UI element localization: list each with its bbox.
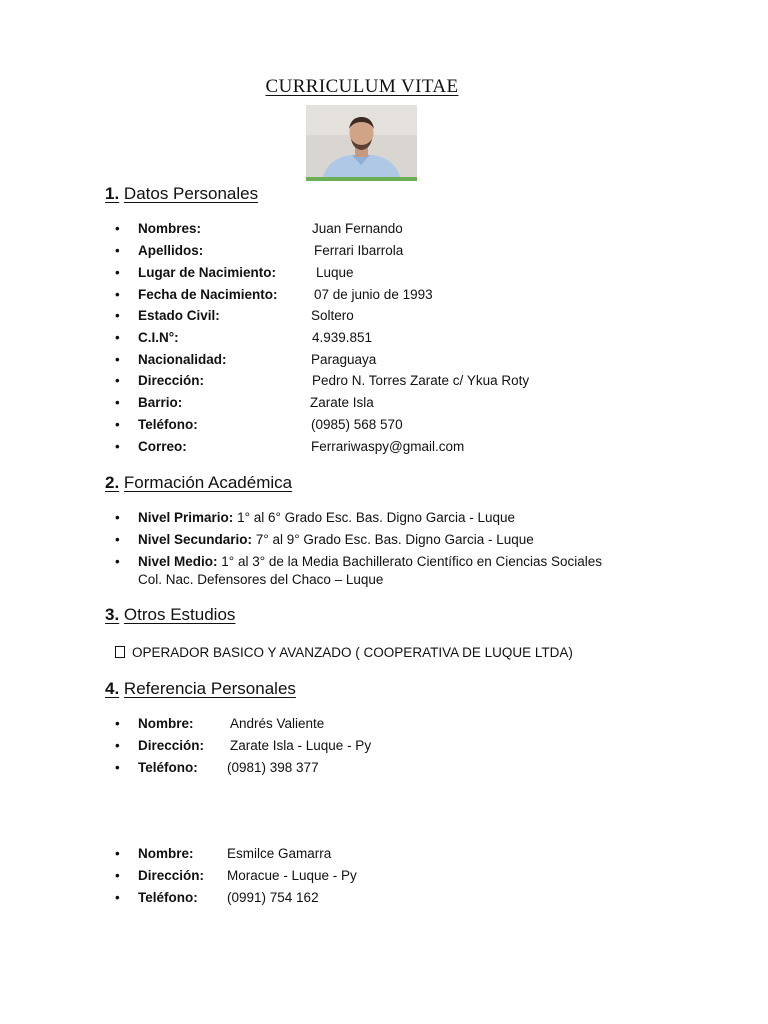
field-value: Paraguaya [311,352,377,367]
field-value: 4.939.851 [312,330,373,345]
list-item [0,350,700,370]
field-label: Apellidos: [138,243,204,258]
checkbox-icon [115,646,125,658]
section-title: Referencia Personales [123,679,296,698]
bullet-icon: • [115,716,120,731]
list-item [0,415,700,435]
bullet-icon: • [115,439,120,454]
bullet-icon: • [115,760,120,775]
other-studies-text: OPERADOR BASICO Y AVANZADO ( COOPERATIVA DE LUQUE LTDA) [132,645,573,660]
field-label: Dirección: [138,868,205,883]
section-title: Datos Personales [123,184,259,203]
field-label: Nombre: [138,846,194,861]
other-studies-item [115,644,573,662]
section-heading-other-studies [105,605,235,625]
list-item [0,219,700,239]
bullet-icon: • [115,243,120,258]
section-number: 3. [105,605,120,624]
bullet-icon: • [115,352,120,367]
profile-photo [306,105,417,181]
education-text: 1° al 6° Grado Esc. Bas. Digno Garcia - Luque [237,510,515,525]
list-item [0,371,700,391]
bullet-icon: • [115,395,120,410]
field-label: Dirección: [138,373,205,388]
field-label: Teléfono: [138,760,198,775]
field-value: Zarate Isla - Luque - Py [230,738,372,753]
bullet-icon: • [115,417,120,432]
field-value: Pedro N. Torres Zarate c/ Ykua Roty [312,373,530,388]
bullet-icon: • [115,510,120,525]
field-value: Ferrari Ibarrola [314,243,404,258]
bullet-icon: • [115,287,120,302]
bullet-icon: • [115,890,120,905]
field-value: (0981) 398 377 [227,760,319,775]
list-item [0,285,700,305]
list-item [0,758,700,778]
bullet-icon: • [115,330,120,345]
field-value: Soltero [311,308,354,323]
education-label: Nivel Medio: [138,554,218,569]
field-label: Nombres: [138,221,202,236]
bullet-icon: • [115,554,120,569]
field-label: Nacionalidad: [138,352,227,367]
bullet-icon: • [115,846,120,861]
field-label: Nombre: [138,716,194,731]
section-title: Otros Estudios [123,605,236,624]
field-label: Dirección: [138,738,205,753]
bullet-icon: • [115,532,120,547]
section-title: Formación Académica [123,473,293,492]
list-item [0,888,700,908]
education-label: Nivel Secundario: [138,532,253,547]
field-label: C.I.N°: [138,330,179,345]
field-value: 07 de junio de 1993 [314,287,433,302]
list-item [0,437,700,457]
bullet-icon: • [115,308,120,323]
education-text: 1° al 3° de la Media Bachillerato Científico en Ciencias Sociales Col. Nac. Defensores del Chaco – Luque [138,554,603,587]
field-value: Luque [316,265,354,280]
field-label: Lugar de Nacimiento: [138,265,277,280]
field-value: Andrés Valiente [230,716,325,731]
field-label: Teléfono: [138,890,198,905]
list-item [0,328,700,348]
list-item [0,866,700,886]
field-value: Juan Fernando [312,221,403,236]
field-value: Esmilce Gamarra [227,846,332,861]
email-value: Ferrariwaspy@gmail.com [311,439,465,454]
list-item [0,736,700,756]
field-label: Barrio: [138,395,183,410]
education-text: 7° al 9° Grado Esc. Bas. Digno Garcia - Luque [255,532,534,547]
education-label: Nivel Primario: [138,510,234,525]
list-item [0,306,700,326]
field-value: (0985) 568 570 [311,417,403,432]
field-label: Estado Civil: [138,308,220,323]
field-label: Fecha de Nacimiento: [138,287,278,302]
list-item [0,844,700,864]
section-number: 4. [105,679,120,698]
bullet-icon: • [115,221,120,236]
list-item [0,241,700,261]
section-number: 1. [105,184,120,203]
section-heading-references [105,679,296,699]
field-value: Moracue - Luque - Py [227,868,357,883]
page-title: CURRICULUM VITAE [265,76,459,97]
bullet-icon: • [115,265,120,280]
section-number: 2. [105,473,120,492]
bullet-icon: • [115,738,120,753]
section-heading-personal [105,184,258,204]
field-label: Teléfono: [138,417,198,432]
section-heading-education [105,473,292,493]
bullet-icon: • [115,868,120,883]
list-item [0,714,700,734]
list-item [0,263,700,283]
field-label: Correo: [138,439,187,454]
list-item [0,393,700,413]
bullet-icon: • [115,373,120,388]
field-value: (0991) 754 162 [227,890,319,905]
field-value: Zarate Isla [310,395,374,410]
